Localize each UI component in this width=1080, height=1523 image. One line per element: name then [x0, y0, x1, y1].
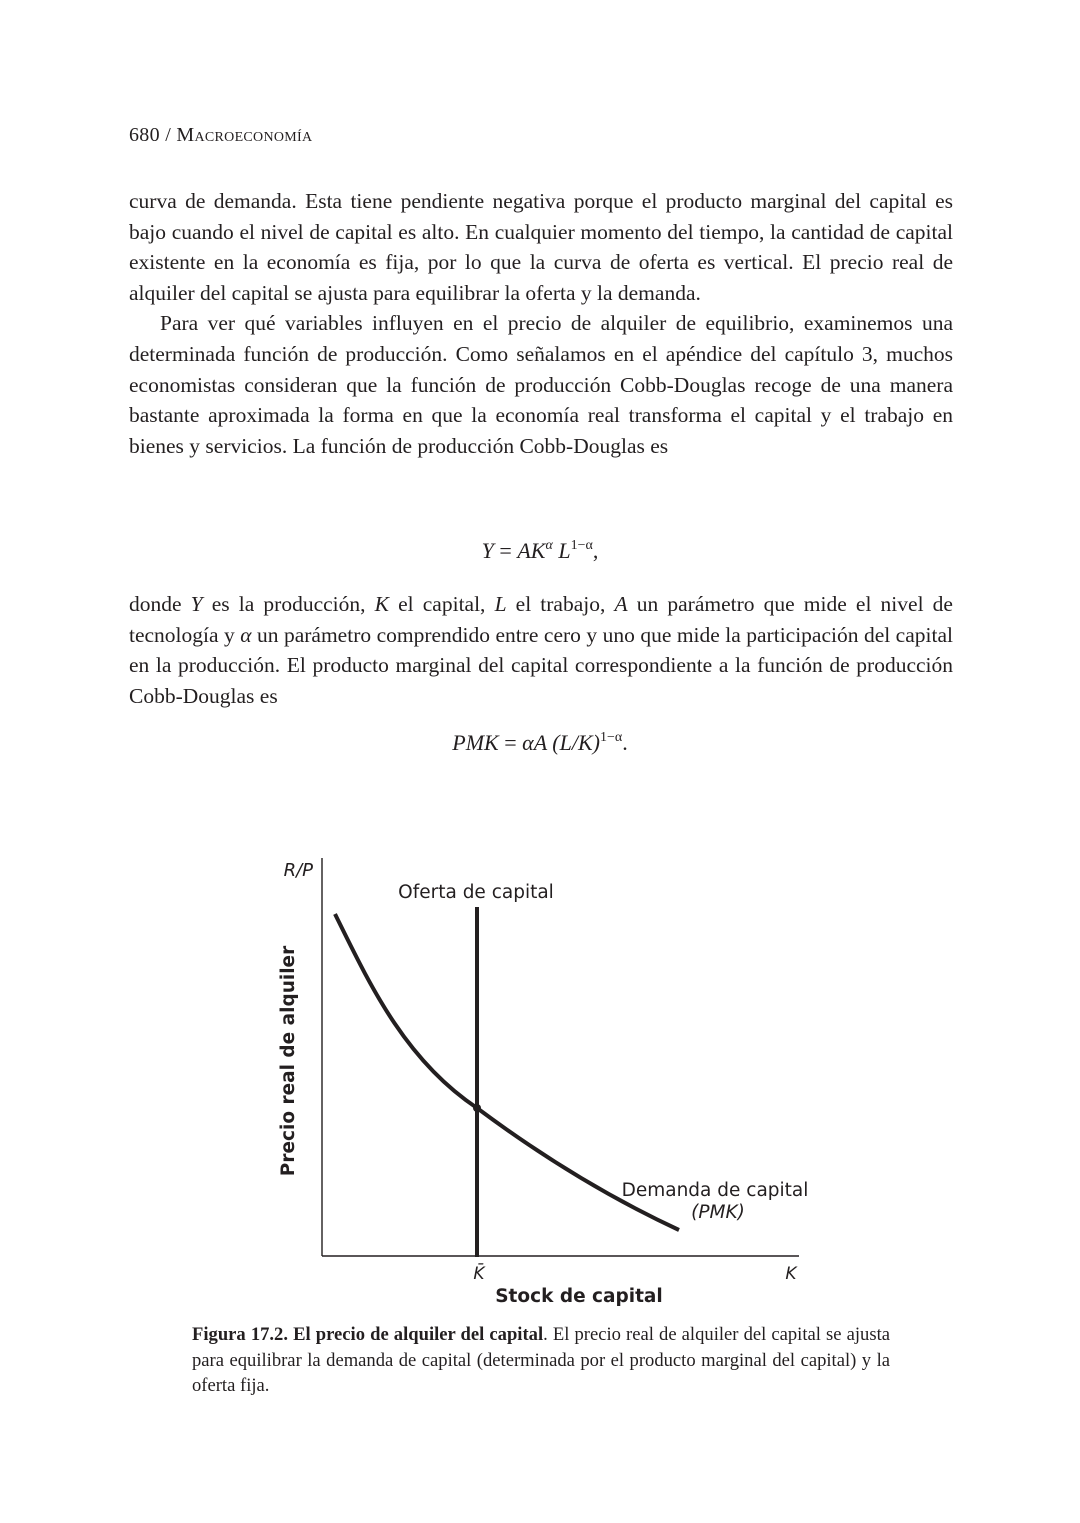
eq2-exp: 1−α — [599, 730, 623, 745]
demand-pmk-label: (PMK) — [691, 1202, 745, 1223]
header-separator: / — [165, 124, 172, 146]
book-title: Macroeconomía — [176, 124, 313, 146]
x-axis-end-label: K — [785, 1264, 797, 1284]
x-axis-title: Stock de capital — [495, 1286, 663, 1307]
eq1-trail: , — [592, 538, 599, 563]
y-axis-title: Precio real de alquiler — [278, 945, 299, 1177]
paragraph-2: Para ver qué variables influyen en el precio de alquiler de equilibrio, examinemos una determinada función de producción. Como señalamos en el apéndice del capítulo 3, muchos economistas consideran que la función de producción Cobb-Douglas recoge de una manera bastante aproximada la forma en que la economía real transforma el capital y el trabajo en bienes y servicios. La función de producción Cobb-Douglas es — [129, 311, 953, 458]
demand-label: Demanda de capital — [621, 1180, 809, 1201]
supply-label: Oferta de capital — [398, 882, 554, 903]
figure-number-label: Figura 17.2. El precio de alquiler del capital — [192, 1324, 544, 1345]
figure-caption-text: . El precio real de alquiler del capital se ajusta para equilibrar la demanda de capital (determinada por el producto marginal del capital) y la oferta fija. — [192, 1324, 890, 1396]
eq2-lhs: PMK — [452, 730, 499, 755]
k-bar-tick-label: K̄ — [473, 1264, 485, 1284]
eq2-paren: (L/K) — [546, 730, 600, 755]
eq2-rhs: αA — [522, 730, 547, 755]
equilibrium-point — [473, 1104, 481, 1112]
page-number: 680 — [129, 124, 160, 146]
eq1-exp2: 1−α — [570, 538, 593, 553]
paragraph-3: donde Y es la producción, K el capital, L el trabajo, A un parámetro que mide el nivel de tecnología y α un parámetro comprendido entre cero y uno que mide la participación del capital en la producción. El producto marginal del capital correspondiente a la función de producción Cobb-Douglas es — [129, 592, 953, 708]
paragraph-1: curva de demanda. Esta tiene pendiente negativa porque el producto marginal del capital es bajo cuando el nivel de capital es alto. En cualquier momento del tiempo, la cantidad de capital existente en la economía es fija, por lo que la curva de oferta es vertical. El precio real de alquiler del capital se ajusta para equilibrar la oferta y la demanda. — [129, 189, 953, 305]
figure-caption — [192, 1322, 890, 1399]
eq1-exp1: α — [545, 538, 553, 553]
eq2-equals: = — [498, 730, 523, 755]
eq1-term2: L — [558, 538, 571, 563]
y-axis-top-label: R/P — [283, 860, 313, 881]
eq1-term1: AK — [517, 538, 546, 563]
eq1-lhs: Y — [481, 538, 494, 563]
eq2-trail: . — [622, 730, 628, 755]
eq1-equals: = — [493, 538, 518, 563]
